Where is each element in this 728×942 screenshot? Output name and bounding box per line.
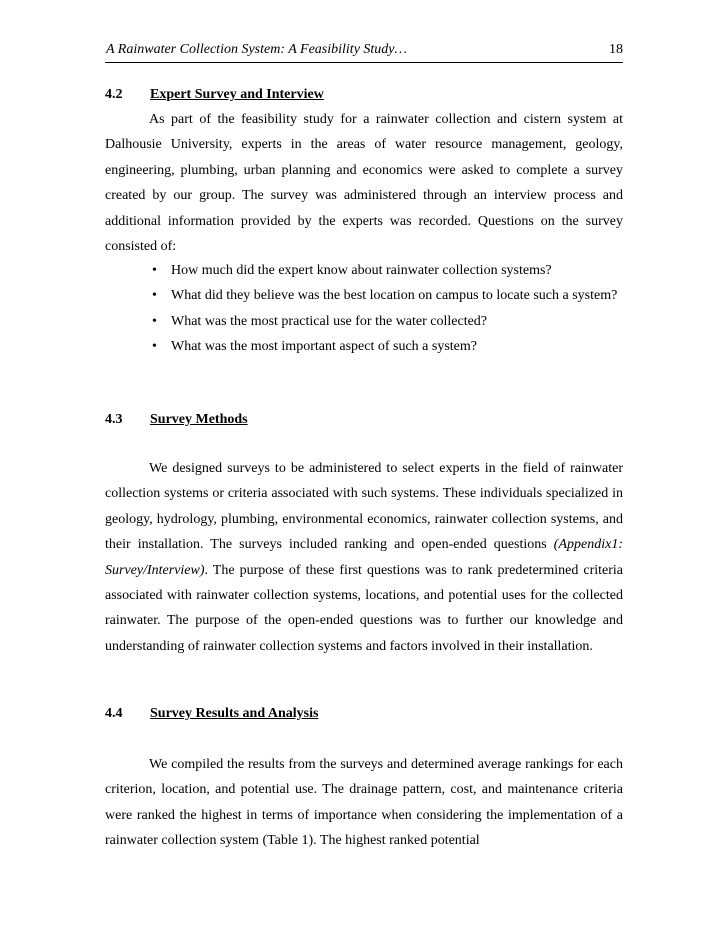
bullet-icon: • [152, 339, 157, 355]
list-item: • What did they believe was the best location on campus to locate such a system? [150, 283, 623, 308]
section-4-4-paragraph: We compiled the results from the surveys and determined average rankings for each criterion, location, and potential use. The drainage pattern, cost, and maintenance criteria were ranked the highest in terms of importance when considering the implementation of a rainwater collection system (Table 1). The highest ranked potential [105, 757, 623, 849]
bullet-icon: • [152, 263, 157, 278]
section-number: 4.3 [105, 412, 123, 427]
section-title: Survey Results and Analysis [150, 706, 319, 721]
list-item: • How much did the expert know about rainwater collection systems? [150, 258, 623, 283]
list-item: • What was the most practical use for the water collected? [150, 309, 623, 334]
section-number: 4.4 [105, 706, 123, 721]
section-title: Expert Survey and Interview [150, 87, 324, 102]
bullet-icon: • [152, 288, 157, 304]
list-item: • What was the most important aspect of such a system? [150, 334, 623, 359]
section-number: 4.2 [105, 87, 123, 102]
section-4-3-paragraph: We designed surveys to be administered to select experts in the field of rainwater collection systems or criteria associated with such systems. These individuals specialized in geology, hydrology, plumbing, environmental economics, rainwater collection systems, and their installation. The surveys included ranking and open-ended questions (Appendix1: Survey/Interview). The purpose of these first questions was to rank predetermined criteria associated with rainwater collection systems, locations, and potential uses for the collected rainwater. The purpose of the open-ended questions was to further our knowledge and understanding of rainwater collection systems and factors involved in their installation. [105, 461, 623, 654]
appendix-reference: (Appendix1: Survey/Interview) [105, 537, 623, 578]
page-number: 18 [609, 42, 623, 57]
header-title: A Rainwater Collection System: A Feasibility Study… [106, 42, 407, 57]
bullet-icon: • [152, 313, 157, 329]
section-title: Survey Methods [150, 412, 248, 427]
section-4-2-paragraph: As part of the feasibility study for a rainwater collection and cistern system at Dalhousie University, experts in the areas of water resource management, geology, engineering, plumbing, urban planning and economics were asked to complete a survey created by our group. The survey was administered through an interview process and additional information provided by the experts was recorded. Questions on the survey consisted of: [105, 112, 623, 255]
running-header [105, 40, 623, 63]
survey-questions-list [150, 258, 623, 360]
